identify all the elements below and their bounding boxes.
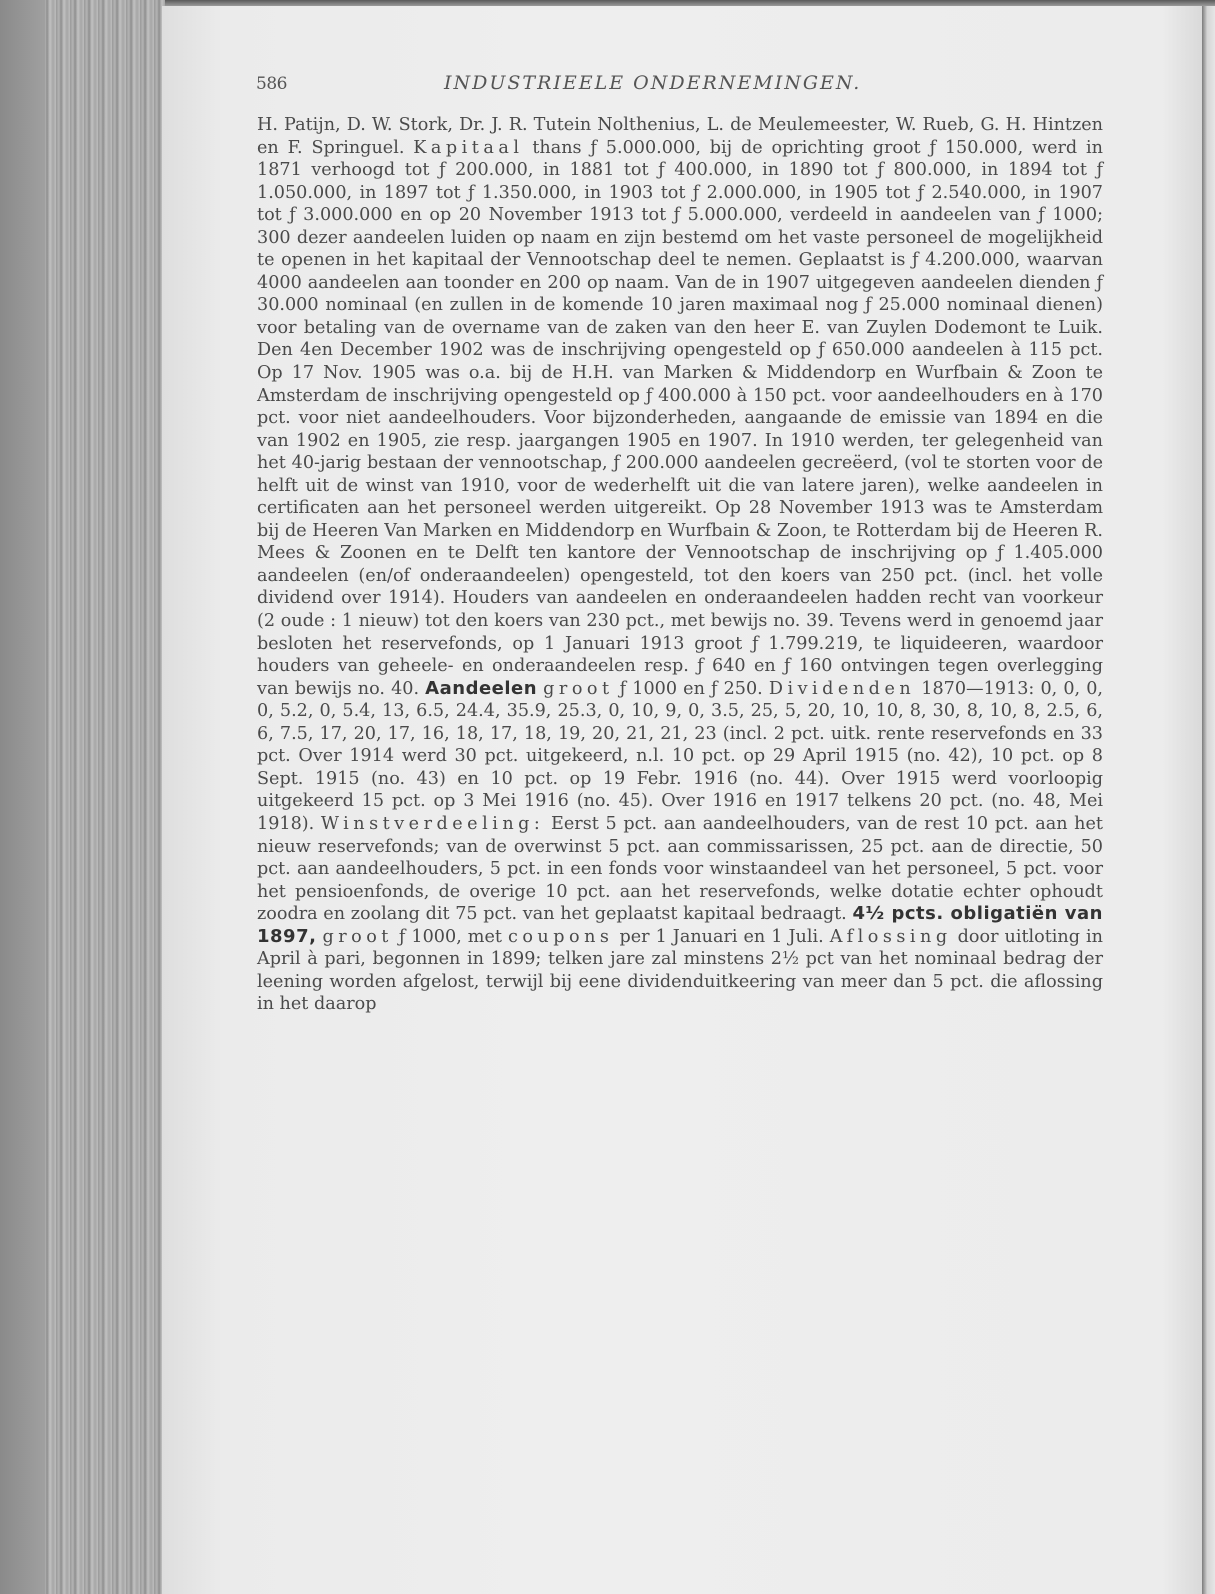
label-groot: groot — [543, 678, 614, 699]
text-segment: 1870—1913: 0, 0, 0, 0, 5.2, 0, 5.4, 13, 6.5, 24.4, 35.9, 25.3, 0, 10, 9, 0, 3.5, 25, 5, 20, 10, 10, 8, 30, 8, 10, 8, 2.5, 6, 6, 7.5, 17, 20, 17, 16, 18, 17, 18, 19, 20, 21, 21, 23 (incl. 2 pct. uitk. rente reservefonds en 33 pct. Over 1914 werd 30 pct. uitgekeerd, n.l. 10 pct. op 29 April 1915 (no. 42), 10 pct. op 8 Sept. 1915 (no. 43) en 10 pct. op 19 Febr. 1916 (no. 44). Over 1915 werd voorloopig uitgekeerd 15 pct. op 3 Mei 1916 (no. 45). Over 1916 en 1917 telkens 20 pct. (no. 48, Mei 1918). — [257, 678, 1103, 834]
paragraph — [257, 114, 1103, 1016]
label-coupons: coupons — [507, 926, 614, 947]
text-segment: thans ƒ 5.000.000, bij de oprichting groot ƒ 150.000, werd in 1871 verhoogd tot ƒ 200.000, in 1881 tot ƒ 400.000, in 1890 tot ƒ 800.000, in 1894 tot ƒ 1.050.000, in 1897 tot ƒ 1.350.000, in 1903 tot ƒ 2.000.000, in 1905 tot ƒ 2.540.000, in 1907 tot ƒ 3.000.000 en op 20 November 1913 tot ƒ 5.000.000, verdeeld in aandeelen van ƒ 1000; 300 dezer aandeelen luiden op naam en zijn bestemd om het vaste personeel de mogelijkheid te openen in het kapitaal der Vennootschap deel te nemen. Geplaatst is ƒ 4.200.000, waarvan 4000 aandeelen aan toonder en 200 op naam. Van de in 1907 uitgegeven aandeelen dienden ƒ 30.000 nominaal (en zullen in de komende 10 jaren maximaal nog ƒ 25.000 nominaal dienen) voor betaling van de overname van de zaken van den heer E. van Zuylen Dodemont te Luik. Den 4en December 1902 was de inschrijving opengesteld op ƒ 650.000 aandeelen à 115 pct. Op 17 Nov. 1905 was o.a. bij de H.H. van Marken & Middendorp en Wurfbain & Zoon te Amsterdam de inschrijving opengesteld op ƒ 400.000 à 150 pct. voor aandeelhouders en à 170 pct. voor niet aandeelhouders. Voor bijzonderheden, aangaande de emissie van 1894 en die van 1902 en 1905, zie resp. jaargangen 1905 en 1907. In 1910 werden, ter gelegenheid van het 40-jarig bestaan der vennootschap, ƒ 200.000 aandeelen gecreëerd, (vol te storten voor de helft uit de winst van 1910, voor de wederhelft uit die van latere jaren), welke aandeelen in certificaten aan het personeel werden uitgereikt. Op 28 November 1913 was te Amsterdam bij de Heeren Van Marken en Middendorp en Wurfbain & Zoon, te Rotterdam bij de Heeren R. Mees & Zoonen en te Delft ten kantore der Vennootschap de inschrijving op ƒ 1.405.000 aandeelen (en/of onderaandeelen) opengesteld, tot den koers van 250 pct. (incl. het volle dividend over 1914). Houders van aandeelen en onderaandeelen hadden recht van voorkeur (2 oude : 1 nieuw) tot den koers van 230 pct., met bewijs no. 39. Tevens werd in genoemd jaar besloten het reservefonds, op 1 Januari 1913 groot ƒ 1.799.219, te liquideeren, waardoor houders van geheele- en onderaandeelen resp. ƒ 640 en ƒ 160 ontvingen tegen overlegging van bewijs no. 40. — [257, 137, 1103, 699]
text-segment: door uitloting in April à pari, begonnen in 1899; telken jare zal minstens 2½ pct van het nominaal bedrag der leening worden afgelost, terwijl bij eene dividenduitkeering van meer dan 5 pct. die aflossing in het daarop — [257, 926, 1103, 1015]
body-text — [257, 114, 1103, 1016]
page-number: 586 — [256, 74, 287, 94]
section-label-dividenden: Dividenden — [768, 678, 916, 699]
section-label-winstverdeeling: Winstverdeeling: — [320, 813, 545, 834]
page-right-edge — [1202, 6, 1215, 1594]
text-segment: ƒ 1000, met — [392, 926, 508, 947]
text-segment: H. Patijn, D. W. Stork, Dr. J. R. Tutein Nolthenius, L. de Meulemeester, W. Rueb, G. H. Hintzen en F. Springuel. — [257, 115, 1103, 158]
section-label-kapitaal: Kapitaal — [413, 137, 524, 158]
running-title: INDUSTRIEELE ONDERNEMINGEN. — [444, 72, 862, 94]
text-segment: Eerst 5 pct. aan aandeelhouders, van de rest 10 pct. aan het nieuw reservefonds; van de overwinst 5 pct. aan commissarissen, 25 pct. aan de directie, 50 pct. aan aandeelhouders, 5 pct. in een fonds voor winstaandeel van het personeel, 5 pct. voor het pensioenfonds, de overige 10 pct. aan het reservefonds, welke dotatie echter ophoudt zoodra en zoolang dit 75 pct. van het geplaatst kapitaal bedraagt. — [257, 813, 1103, 925]
section-label-obligatien: 4½ pcts. obligatiën van 1897, — [257, 903, 1103, 947]
book-spine-shadow — [0, 0, 45, 1594]
text-segment: ƒ 1000 en ƒ 250. — [613, 678, 769, 699]
label-groot-2: groot — [322, 926, 393, 947]
section-label-aflossing: Aflossing — [829, 926, 952, 947]
text-segment: per 1 Januari en 1 Juli. — [613, 926, 830, 947]
page-header — [256, 74, 1106, 104]
section-label-aandeelen: Aandeelen — [425, 677, 538, 699]
